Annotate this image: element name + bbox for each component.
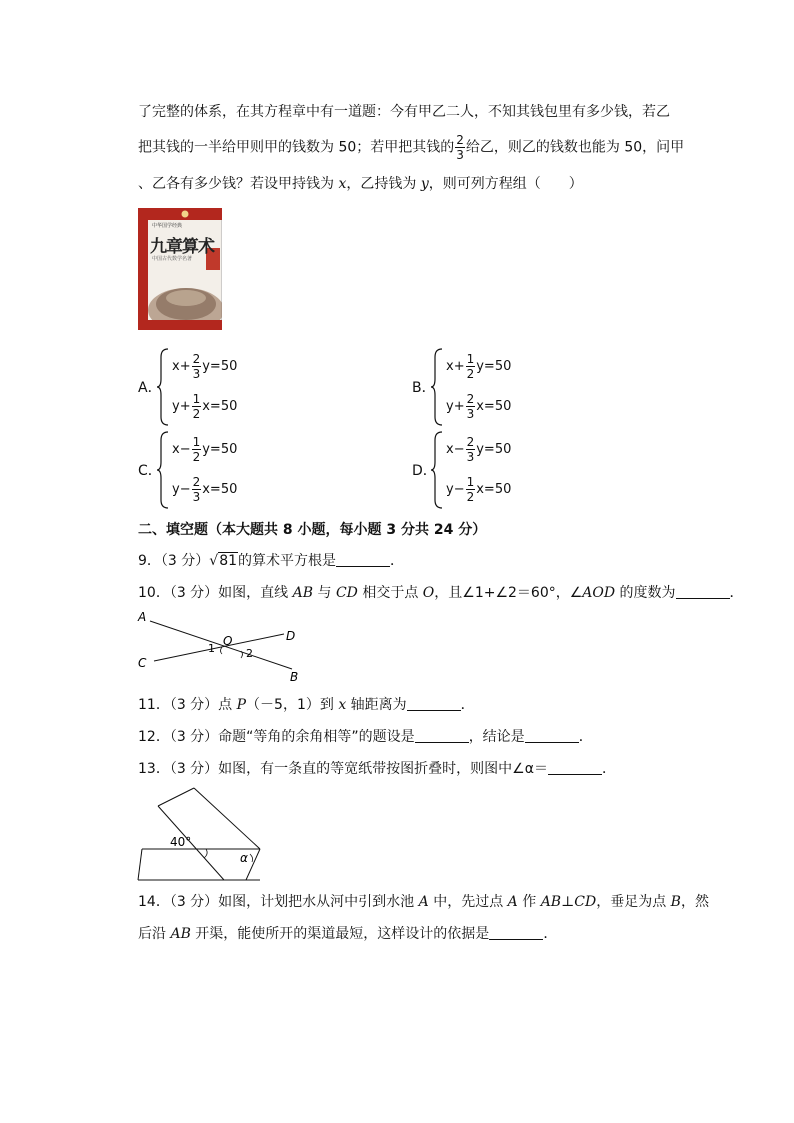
option-c-brace bbox=[156, 430, 170, 510]
q8-line3 bbox=[138, 174, 583, 194]
label-a: A bbox=[138, 610, 147, 624]
q9-prefix: 9．（3 分） bbox=[138, 553, 210, 569]
q11: 11．（3 分）点 P（－5，1）到 x 轴距离为 ． bbox=[138, 697, 475, 713]
option-a-label: A． bbox=[138, 380, 162, 396]
q8-line2 bbox=[138, 134, 684, 161]
label-alpha: α bbox=[240, 851, 248, 865]
option-d-brace bbox=[430, 430, 444, 510]
option-b[interactable] bbox=[412, 347, 652, 427]
q12-conclusion-blank[interactable] bbox=[525, 728, 579, 743]
line-cd bbox=[154, 634, 284, 661]
book-subtitle: 中国古代数学名著 bbox=[152, 256, 193, 262]
q8-line3-text-c: ，则可列方程组（ ） bbox=[428, 176, 583, 192]
option-b-brace bbox=[430, 347, 444, 427]
q12-hypothesis-blank[interactable] bbox=[415, 728, 469, 743]
label-40-degrees: 40° bbox=[170, 835, 192, 849]
q8-line3-text-a: 、乙各有多少钱？若设甲持钱为 bbox=[138, 176, 339, 192]
q8-fraction-num: 2 bbox=[456, 133, 464, 147]
q14-answer-blank[interactable] bbox=[489, 925, 543, 940]
option-a[interactable] bbox=[138, 347, 378, 427]
label-angle-1: 1 bbox=[208, 642, 215, 655]
q10-answer-blank[interactable] bbox=[676, 584, 730, 599]
angle-alpha-arc bbox=[250, 854, 253, 862]
option-a-brace bbox=[156, 347, 170, 427]
q11-answer-blank[interactable] bbox=[407, 696, 461, 711]
angle-40-arc bbox=[204, 849, 207, 858]
option-a-eq1: x+ $\frac{2}{3}$ y=50 bbox=[172, 352, 238, 381]
q9-radicand: 81 bbox=[219, 553, 238, 569]
label-d: D bbox=[286, 629, 296, 643]
q14-line1: 14．（3 分）如图，计划把水从河中引到水池 A 中，先过点 A 作 AB⊥CD，垂足为点 B，然 bbox=[138, 894, 709, 910]
q9-sqrt: √81 bbox=[209, 553, 238, 569]
section-2-heading: 二、填空题（本大题共 8 小题，每小题 3 分共 24 分） bbox=[138, 522, 487, 538]
q8-line2-text-b: 给乙，则乙的钱数也能为 50，问甲 bbox=[465, 139, 685, 156]
q9-answer-blank[interactable] bbox=[336, 552, 390, 567]
folded-outer-edge bbox=[194, 788, 260, 849]
q10: 10．（3 分）如图，直线 AB 与 CD 相交于点 O，且∠1+∠2＝60°，∠AOD 的度数为 ． bbox=[138, 585, 744, 601]
angle-1-arc bbox=[221, 647, 223, 654]
option-c-label: C． bbox=[138, 463, 162, 479]
q8-line1: 了完整的体系，在其方程章中有一道题：今有甲乙二人，不知其钱包里有多少钱，若乙 bbox=[138, 104, 670, 120]
option-b-label: B． bbox=[412, 380, 436, 396]
q8-var-x: x bbox=[338, 176, 347, 192]
q12: 12．（3 分）命题“等角的余角相等”的题设是 ，结论是 ． bbox=[138, 729, 593, 745]
q8-fraction bbox=[455, 134, 465, 161]
crease-edge bbox=[246, 849, 260, 880]
q13-folded-strip-figure bbox=[136, 786, 268, 886]
label-o: O bbox=[223, 634, 233, 648]
q8-line2-text-a: 把其钱的一半给甲则甲的钱数为 50；若甲把其钱的 bbox=[138, 139, 455, 156]
option-d[interactable] bbox=[412, 430, 652, 510]
q8-fraction-den: 3 bbox=[456, 148, 464, 162]
option-a-eq2: y+ $\frac{1}{2}$ x=50 bbox=[172, 392, 238, 421]
option-c-eq2: y− $\frac{2}{3}$ x=50 bbox=[172, 475, 238, 504]
strip-left-end bbox=[138, 849, 142, 880]
q14-line2: 后沿 AB 开渠，能使所开的渠道最短，这样设计的依据是 ． bbox=[138, 926, 558, 942]
q9-text: 的算术平方根是 bbox=[238, 553, 337, 569]
option-c-eq1: x− $\frac{1}{2}$ y=50 bbox=[172, 435, 238, 464]
book-publisher-tag: 中华国学经典 bbox=[152, 223, 183, 229]
q8-var-y: y bbox=[420, 176, 429, 192]
folded-top-end bbox=[158, 788, 194, 806]
book-title: 九章算术 bbox=[150, 237, 214, 257]
label-angle-2: 2 bbox=[246, 647, 253, 660]
option-d-eq1: x− $\frac{2}{3}$ y=50 bbox=[446, 435, 512, 464]
q13-answer-blank[interactable] bbox=[548, 760, 602, 775]
book-cover-image bbox=[138, 208, 222, 330]
q8-line3-text-b: ，乙持钱为 bbox=[346, 176, 421, 192]
option-b-eq1: x+ $\frac{1}{2}$ y=50 bbox=[446, 352, 512, 381]
label-c: C bbox=[138, 656, 147, 670]
option-c[interactable] bbox=[138, 430, 378, 510]
option-d-eq2: y− $\frac{1}{2}$ x=50 bbox=[446, 475, 512, 504]
q10-intersecting-lines-figure bbox=[134, 607, 314, 687]
label-b: B bbox=[290, 670, 299, 684]
option-b-eq2: y+ $\frac{2}{3}$ x=50 bbox=[446, 392, 512, 421]
line-ab bbox=[150, 621, 292, 669]
q9: 9．（3 分）√81的算术平方根是 ． bbox=[138, 553, 405, 569]
q13: 13．（3 分）如图，有一条直的等宽纸带按图折叠时，则图中∠α＝ ． bbox=[138, 761, 616, 777]
option-d-label: D． bbox=[412, 463, 437, 479]
